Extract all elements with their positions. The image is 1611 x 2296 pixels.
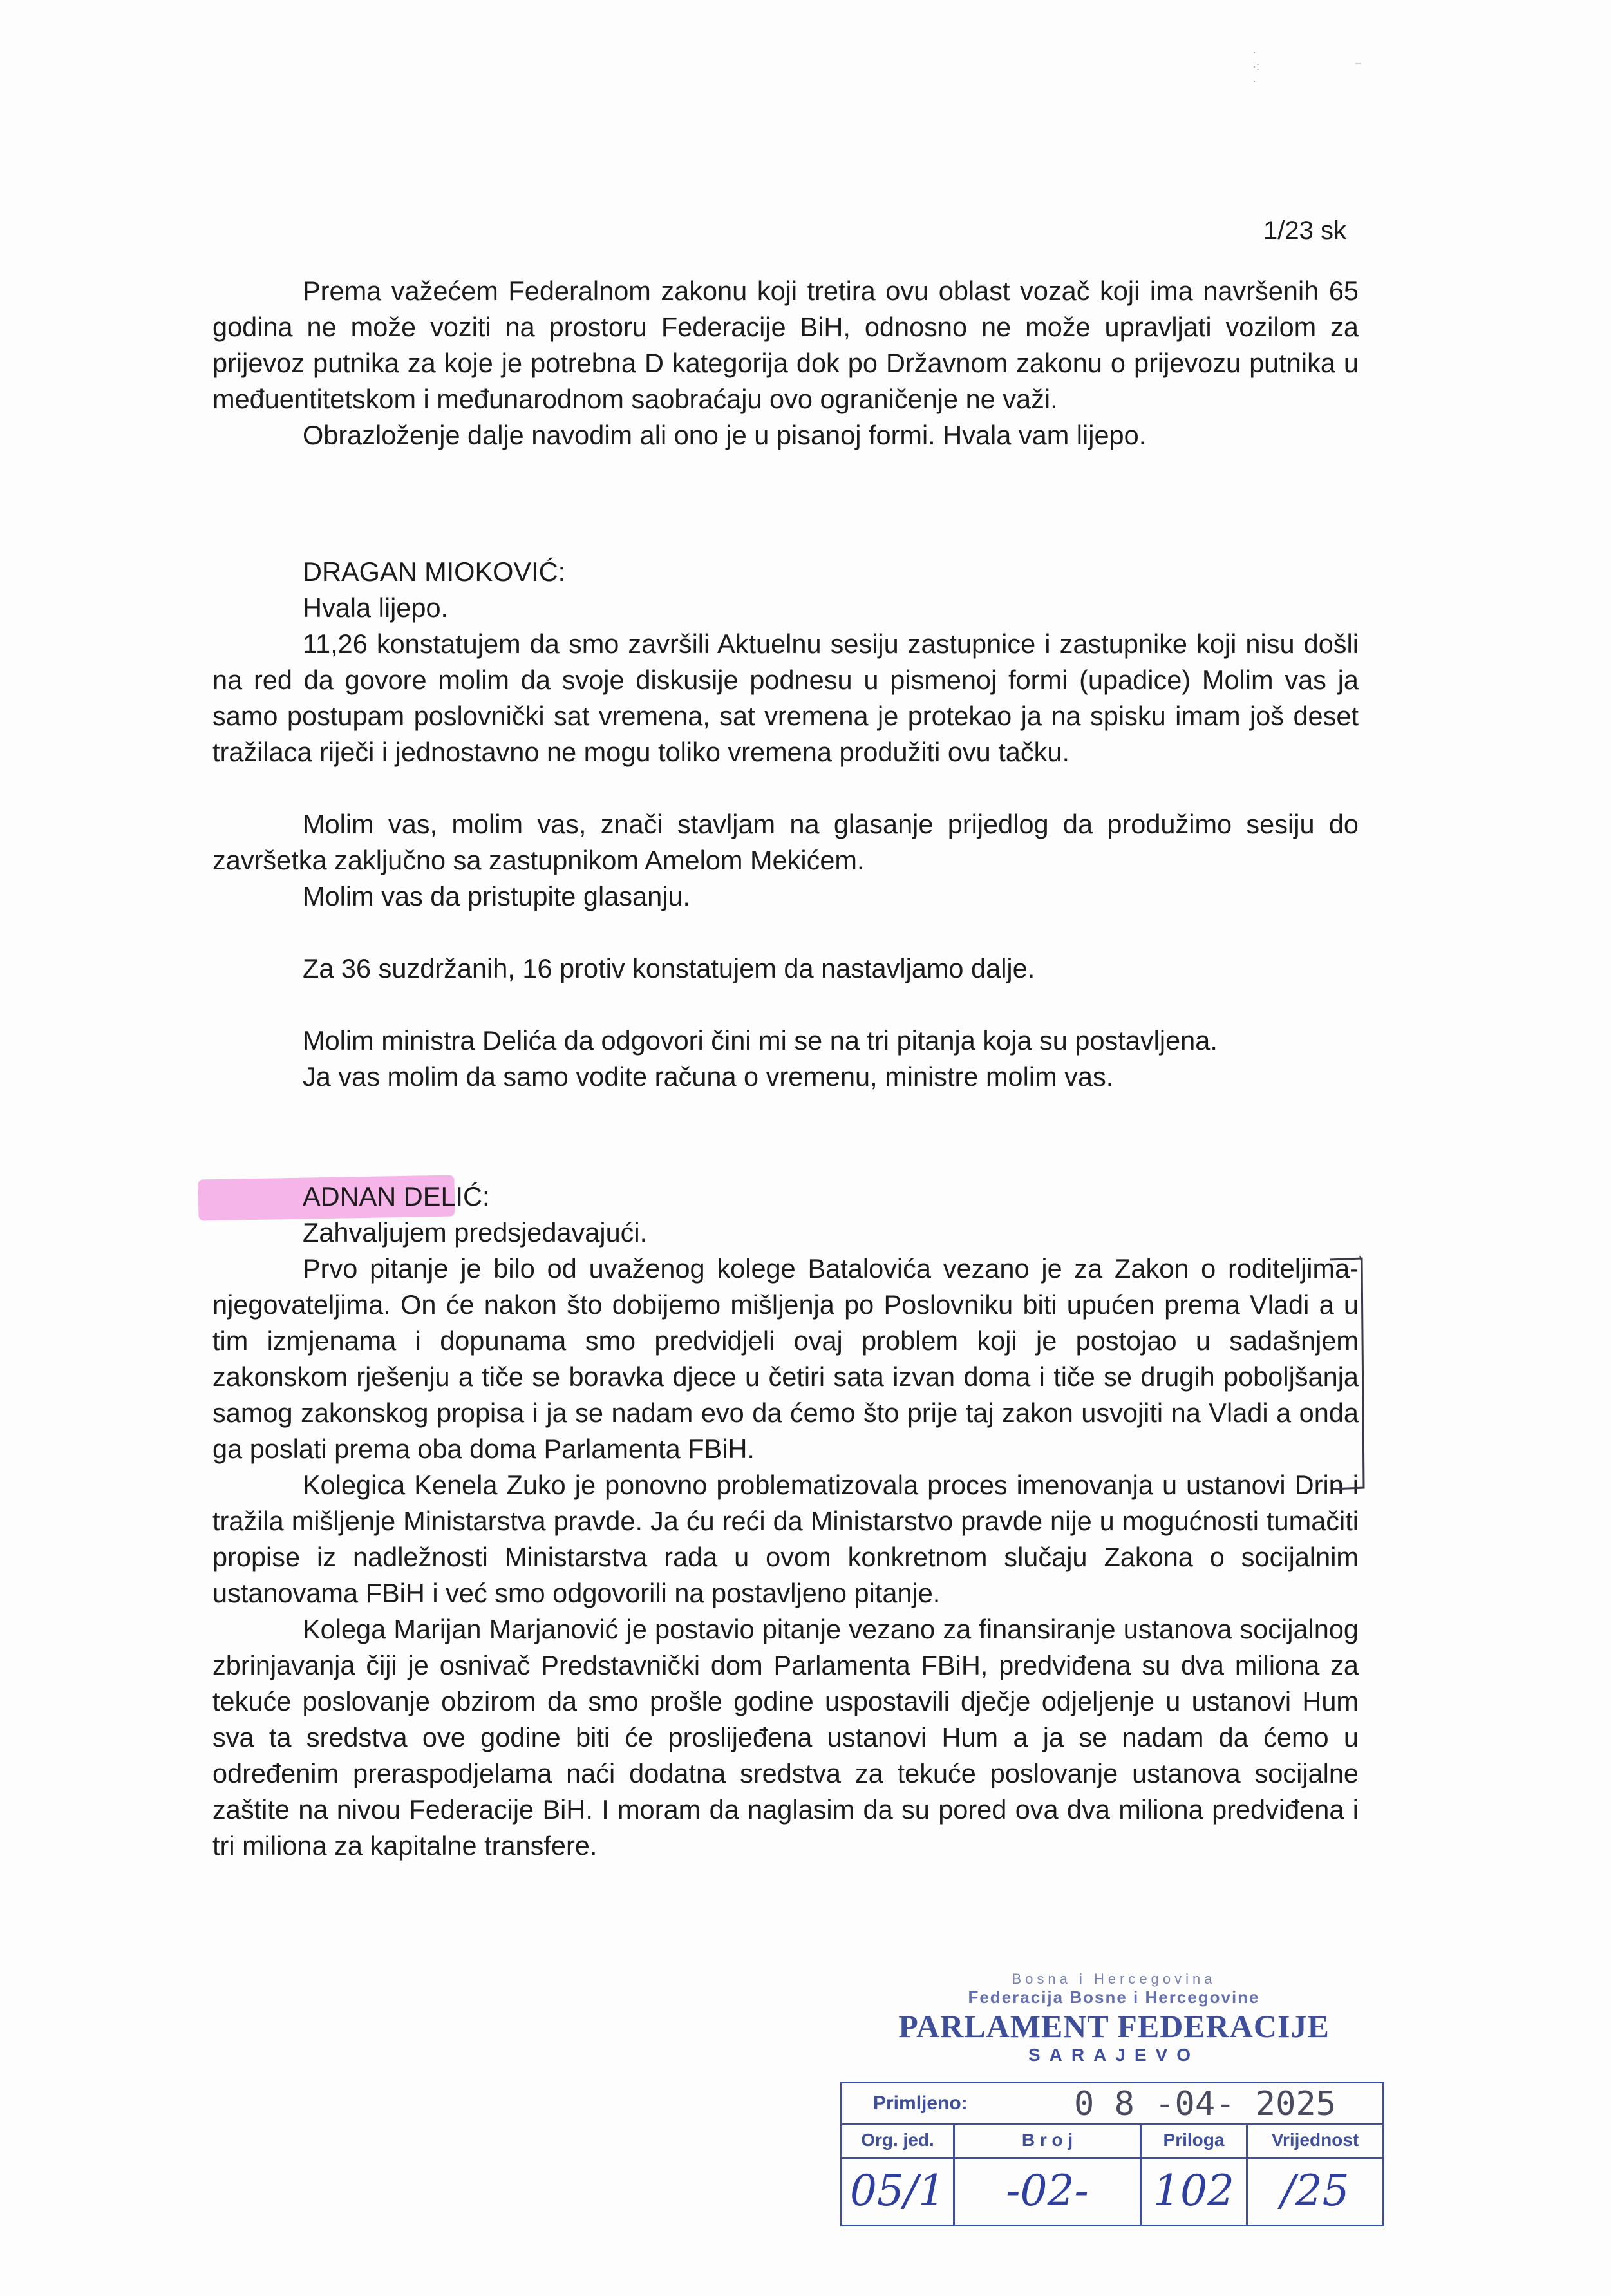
scan-artifact-dash: –: [1355, 58, 1361, 69]
speech-paragraph: Zahvaljujem predsjedavajući.: [303, 1217, 648, 1248]
speaker2-section: [212, 1179, 1359, 1864]
margin-bracket-mark: [1326, 1256, 1378, 1493]
intro-section: [212, 273, 1359, 453]
stamp-cell-value: [1248, 2123, 1382, 2226]
speech-paragraph: Za 36 suzdržanih, 16 protiv konstatujem da nastavljamo dalje.: [303, 953, 1035, 983]
speech-paragraph: Molim vas, molim vas, znači stavljam na glasanje prijedlog da produžimo sesiju do završetka zaključno sa zastupnikom Amelom Mekićem.: [212, 809, 1359, 875]
speech-paragraph: Ja vas molim da samo vodite računa o vremenu, ministre molim vas.: [303, 1061, 1114, 1092]
stamp-col-header: Org. jed.: [842, 2123, 953, 2159]
stamp-col-header: B r o j: [955, 2123, 1140, 2159]
stamp-cell-org: [842, 2123, 955, 2226]
speech-paragraph: Molim vas da pristupite glasanju.: [303, 881, 691, 911]
speech-paragraph: Prvo pitanje je bilo od uvaženog kolege Batalovića vezano je za Zakon o roditeljima-njegovateljima. On će nakon što dobijemo mišljenja po Poslovniku biti upućen prema Vladi a u tim izmjenama i dopunama smo predvidjeli ovaj problem koji je postojao u sadašnjem zakonskom rješenju a tiče se boravka djece u četiri sata izvan doma i tiče se drugih poboljšanja samog zakonskog propisa i ja se nadam evo da ćemo što prije taj zakon usvojiti na Vladi a onda ga poslati prema oba doma Parlamenta FBiH.: [212, 1253, 1359, 1464]
speech-paragraph: Kolegica Kenela Zuko je ponovno problematizovala proces imenovanja u ustanovi Drin i tražila mišljenje Ministarstva pravde. Ja ću reći da Ministarstvo pravde nije u mogućnosti tumačiti propise iz nadležnosti Ministarstva rada u ovom konkretnom slučaju Zakona o socijalnim ustanovama FBiH i već smo odgovorili na postavljeno pitanje.: [212, 1470, 1359, 1608]
parliament-stamp-header: [863, 1971, 1365, 2065]
stamp-line-city: SARAJEVO: [1028, 2045, 1200, 2065]
stamp-cell-number: [955, 2123, 1142, 2226]
stamp-col-value: 05/1: [849, 2166, 946, 2215]
stamp-line-federation: Federacija Bosne i Hercegovine: [968, 1988, 1260, 2007]
stamp-received-date: 0 8 -04- 2025: [1074, 2085, 1336, 2123]
stamp-col-header: Priloga: [1142, 2123, 1246, 2159]
speaker1-section: [212, 554, 1359, 1095]
stamp-col-header: Vrijednost: [1248, 2123, 1382, 2159]
speech-paragraph: Molim ministra Delića da odgovori čini mi se na tri pitanja koja su postavljena.: [303, 1025, 1218, 1056]
scan-artifact: · ·: ·: [1252, 46, 1259, 87]
speaker-name-miokovic: DRAGAN MIOKOVIĆ:: [303, 556, 566, 587]
intro-paragraph: Prema važećem Federalnom zakonu koji tretira ovu oblast vozač koji ima navršenih 65 godina ne može voziti na prostoru Federacije BiH, odnosno ne može upravljati vozilom za prijevoz putnika za koje je potrebna D kategorija dok po Državnom zakonu o prijevozu putnika u međuentitetskom i međunarodnom saobraćaju ovo ograničenje ne važi.: [212, 276, 1359, 414]
received-stamp: [840, 2082, 1384, 2226]
stamp-received-row: [842, 2083, 1382, 2125]
speech-paragraph: Hvala lijepo.: [303, 593, 449, 623]
stamp-col-value: 102: [1153, 2166, 1234, 2215]
speech-paragraph: 11,26 konstatujem da smo završili Aktuelnu sesiju zastupnice i zastupnike koji nisu došli na red da govore molim da svoje diskusije podnesu u pismenoj formi (upadice) Molim vas ja samo postupam poslovnički sat vremena, sat vremena je protekao ja na spisku imam još deset tražilaca riječi i jednostavno ne mogu toliko vremena produžiti ovu tačku.: [212, 629, 1359, 767]
speech-paragraph: Kolega Marijan Marjanović je postavio pitanje vezano za finansiranje ustanova socijalnog zbrinjavanja čiji je osnivač Predstavnički dom Parlamenta FBiH, predviđena su dva miliona za tekuće poslovanje obzirom da smo prošle godine uspostavili dječje odjeljenje u ustanovi Hum sva ta sredstva ove godine biti će proslijeđena ustanovi Hum a ja se nadam da ćemo u određenim preraspodjelama naći dodatna sredstva za tekuće poslovanje ustanova socijalne zaštite na nivou Federacije BiH. I moram da naglasim da su pored ova dva miliona predviđena i tri miliona za kapitalne transfere.: [212, 1614, 1359, 1861]
stamp-cell-attachments: [1142, 2123, 1248, 2226]
stamp-col-value: /25: [1281, 2166, 1350, 2215]
stamp-line-country: Bosna i Hercegovina: [1012, 1971, 1216, 1987]
intro-paragraph: Obrazloženje dalje navodim ali ono je u pisanoj formi. Hvala vam lijepo.: [303, 420, 1147, 450]
speaker-name-delic: ADNAN DELIĆ:: [303, 1181, 490, 1211]
stamp-received-label: Primljeno:: [873, 2092, 968, 2114]
page-number: 1/23 sk: [1263, 216, 1346, 245]
stamp-col-value: -02-: [1006, 2166, 1089, 2215]
stamp-line-parliament: PARLAMENT FEDERACIJE: [898, 2008, 1330, 2044]
